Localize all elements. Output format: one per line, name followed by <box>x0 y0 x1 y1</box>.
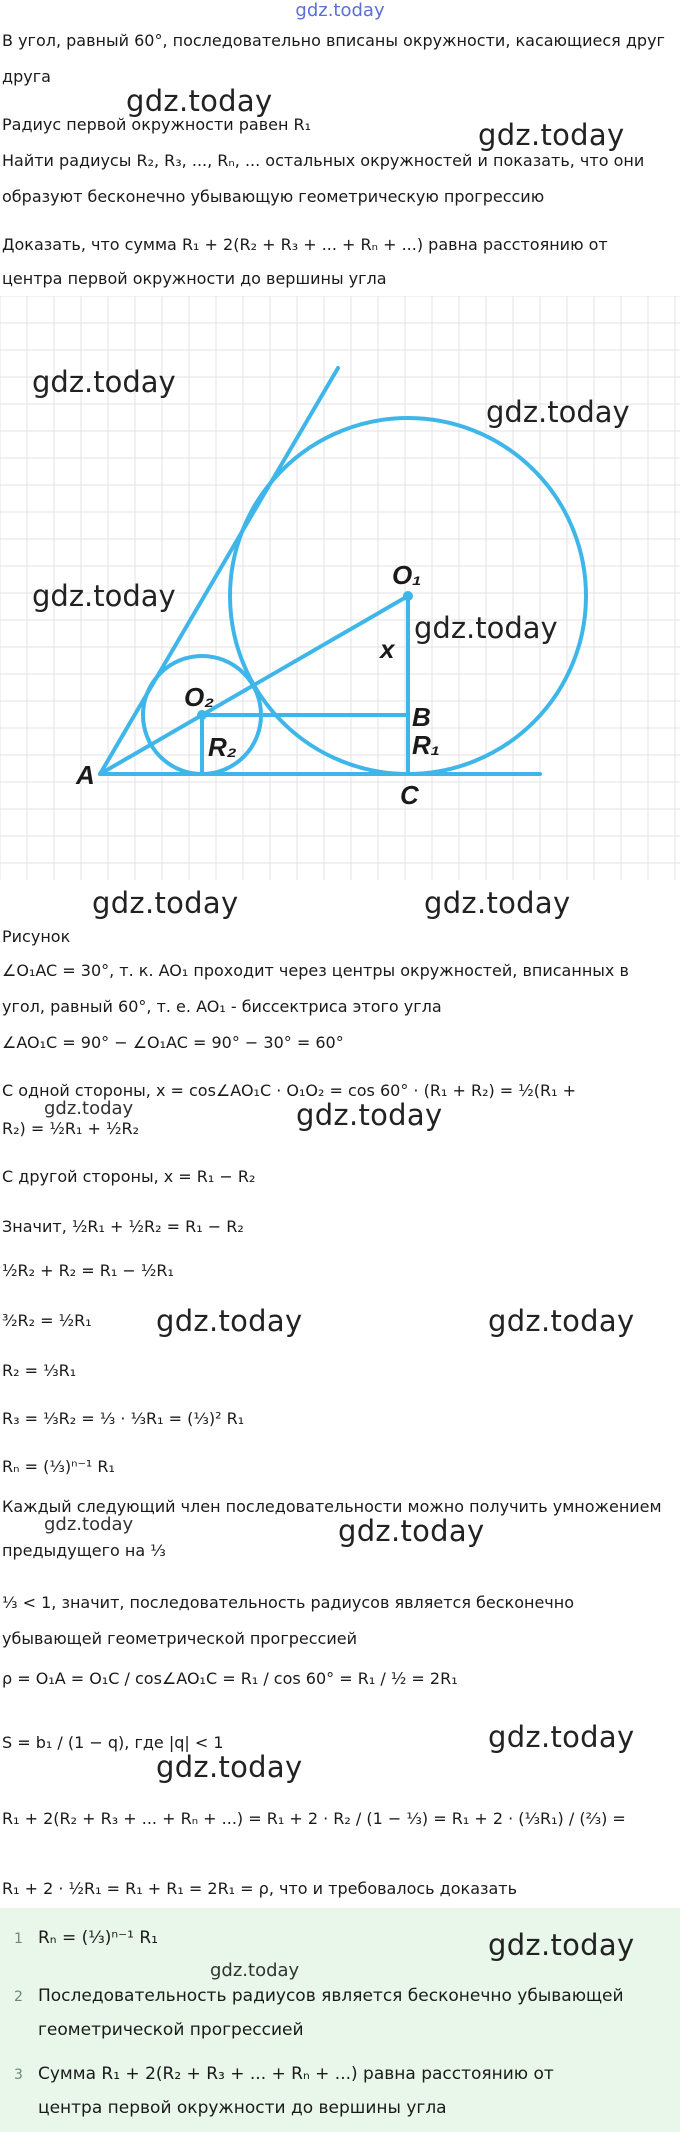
watermark: gdz.today <box>156 1750 303 1784</box>
solution-line-7: Значит, ½R₁ + ½R₂ = R₁ − R₂ <box>2 1217 244 1236</box>
problem-line-4: Найти радиусы R₂, R₃, ..., Rₙ, ... остальных окружностей и показать, что они <box>2 151 645 170</box>
solution-line-6: С другой стороны, x = R₁ − R₂ <box>2 1167 256 1186</box>
problem-line-5: образуют бесконечно убывающую геометрическую прогрессию <box>2 187 545 206</box>
problem-line-6: Доказать, что сумма R₁ + 2(R₂ + R₃ + ... + Rₙ + ...) равна расстоянию от <box>2 235 608 254</box>
solution-line-8: ½R₂ + R₂ = R₁ − ½R₁ <box>2 1261 174 1280</box>
solution-line-4: С одной стороны, x = cos∠AO₁C · O₁O₂ = cos 60° · (R₁ + R₂) = ½(R₁ + <box>2 1081 577 1100</box>
solution-line-12: Rₙ = (⅓)ⁿ⁻¹ R₁ <box>2 1457 115 1476</box>
solution-line-20: R₁ + 2 · ½R₁ = R₁ + R₁ = 2R₁ = ρ, что и требовалось доказать <box>2 1879 518 1898</box>
problem-line-7: центра первой окружности до вершины угла <box>2 269 387 288</box>
answer-2 <box>14 1984 672 2009</box>
watermark: gdz.today <box>210 1960 300 1981</box>
answer-text: Последовательность радиусов является бесконечно убывающей <box>38 1986 624 2006</box>
watermark: gdz.today <box>414 611 558 645</box>
label-b: B <box>412 702 431 732</box>
answers-block <box>0 1908 680 2132</box>
watermark: gdz.today <box>296 1098 443 1132</box>
watermark: gdz.today <box>486 395 630 429</box>
solution-line-18: S = b₁ / (1 − q), где |q| < 1 <box>2 1733 224 1752</box>
label-x: x <box>380 634 395 664</box>
label-o1: O₁ <box>392 560 422 590</box>
watermark: gdz.today <box>488 1720 635 1754</box>
label-r2: R₂ <box>208 732 237 762</box>
label-a: A <box>76 760 95 790</box>
answer-number: 1 <box>14 1931 23 1947</box>
answer-3-cont <box>14 2096 672 2120</box>
watermark: gdz.today <box>126 84 273 118</box>
answer-text: геометрической прогрессией <box>38 2020 304 2040</box>
solution-line-1: ∠O₁AC = 30°, т. к. AO₁ проходит через центры окружностей, вписанных в <box>2 961 629 980</box>
watermark: gdz.today <box>488 1928 635 1962</box>
geometry-figure <box>0 296 680 880</box>
point-o1 <box>403 591 413 601</box>
answer-text: Rₙ = (⅓)ⁿ⁻¹ R₁ <box>38 1928 158 1948</box>
answer-number: 2 <box>14 1989 23 2005</box>
watermark: gdz.today <box>44 1514 134 1535</box>
label-c: C <box>400 780 419 810</box>
solution-line-13: Каждый следующий член последовательности можно получить умножением <box>2 1497 662 1516</box>
solution-line-16: убывающей геометрической прогрессией <box>2 1629 357 1648</box>
solution-line-5: R₂) = ½R₁ + ½R₂ <box>2 1119 140 1138</box>
watermark: gdz.today <box>488 1304 635 1338</box>
answer-text: центра первой окружности до вершины угла <box>38 2098 447 2118</box>
solution-line-11: R₃ = ⅓R₂ = ⅓ · ⅓R₁ = (⅓)² R₁ <box>2 1409 245 1428</box>
figure-caption: Рисунок <box>2 927 71 946</box>
solution-line-3: ∠AO₁C = 90° − ∠O₁AC = 90° − 30° = 60° <box>2 1033 344 1052</box>
watermark: gdz.today <box>32 365 176 399</box>
solution-line-14: предыдущего на ⅓ <box>2 1541 166 1560</box>
watermark: gdz.today <box>32 579 176 613</box>
problem-line-2: друга <box>2 67 51 86</box>
watermark: gdz.today <box>92 886 239 920</box>
label-r1: R₁ <box>412 730 440 760</box>
watermark: gdz.today <box>478 118 625 152</box>
watermark: gdz.today <box>338 1514 485 1548</box>
solution-line-2: угол, равный 60°, т. е. AO₁ - биссектриса этого угла <box>2 997 442 1016</box>
answer-text: Сумма R₁ + 2(R₂ + R₃ + ... + Rₙ + ...) равна расстоянию от <box>38 2064 554 2084</box>
answer-2-cont <box>14 2018 672 2042</box>
watermark-top: gdz.today <box>295 0 385 21</box>
watermark: gdz.today <box>424 886 571 920</box>
answer-number: 3 <box>14 2067 23 2083</box>
solution-line-17: ρ = O₁A = O₁C / cos∠AO₁C = R₁ / cos 60° = R₁ / ½ = 2R₁ <box>2 1669 458 1688</box>
solution-line-10: R₂ = ⅓R₁ <box>2 1361 77 1380</box>
label-o2: O₂ <box>184 682 215 712</box>
problem-line-1: В угол, равный 60°, последовательно вписаны окружности, касающиеся друг <box>2 31 665 50</box>
solution-line-15: ⅓ < 1, значит, последовательность радиусов является бесконечно <box>2 1593 574 1612</box>
solution-line-9: ³⁄₂R₂ = ½R₁ <box>2 1311 92 1330</box>
solution-line-19: R₁ + 2(R₂ + R₃ + ... + Rₙ + ...) = R₁ + 2 · R₂ / (1 − ⅓) = R₁ + 2 · (⅓R₁) / (⅔) = <box>2 1809 626 1828</box>
watermark: gdz.today <box>156 1304 303 1338</box>
answer-3 <box>14 2062 672 2087</box>
watermark: gdz.today <box>44 1098 134 1119</box>
problem-line-3: Радиус первой окружности равен R₁ <box>2 115 312 134</box>
